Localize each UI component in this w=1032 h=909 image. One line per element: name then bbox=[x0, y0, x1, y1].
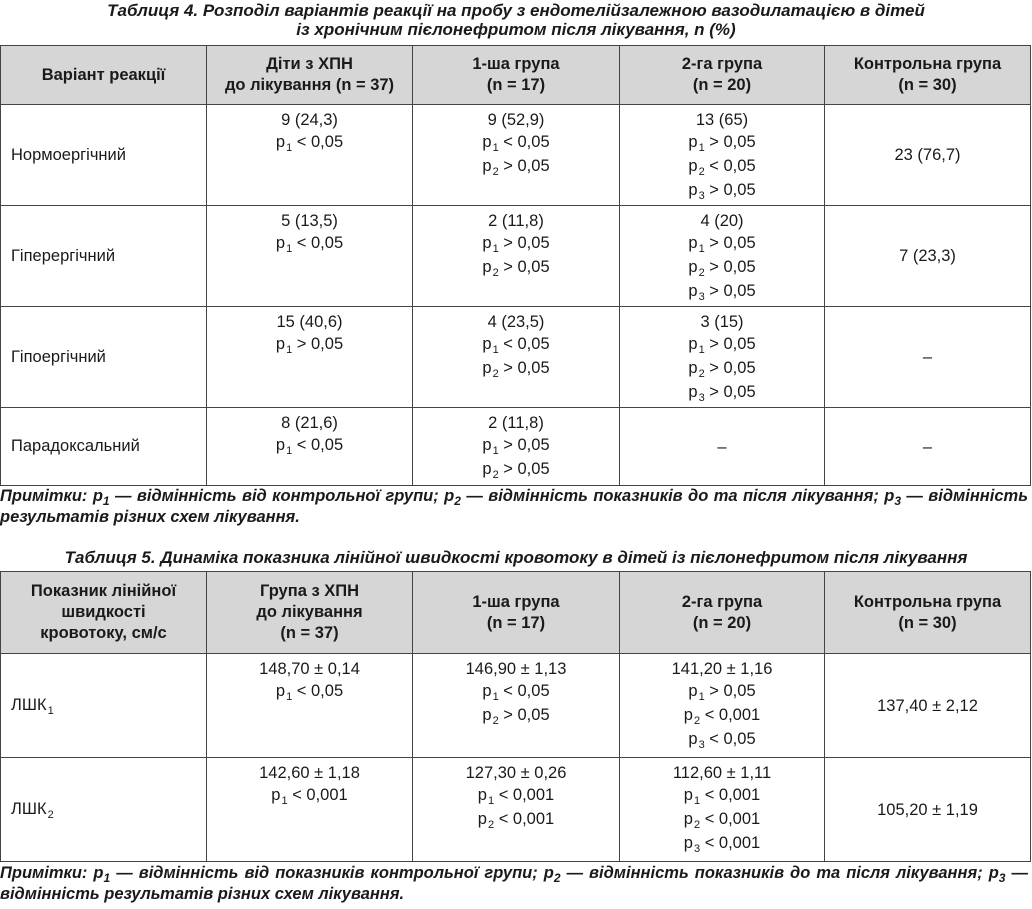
p-value-line: $p_1 < 0,001$ bbox=[477, 786, 555, 807]
p-value-line: $p_2 > 0,05$ bbox=[482, 258, 550, 279]
table4-caption-line1: Таблиця 4. Розподіл варіантів реакції на пробу з ендотелійзалежною вазодилатацією в дітей bbox=[107, 1, 925, 20]
p-comparison: < 0,05 bbox=[296, 133, 344, 151]
p-comparison: < 0,001 bbox=[704, 786, 761, 804]
row-label-text: Парадоксальний bbox=[11, 437, 140, 455]
header-line: 1-ша група bbox=[472, 592, 560, 611]
header-cell bbox=[1, 572, 207, 654]
p-value-line: $p_2 > 0,05$ bbox=[482, 359, 550, 380]
p-subscript: 3 bbox=[698, 190, 705, 202]
table4-caption bbox=[0, 1, 1032, 39]
table-row bbox=[1, 206, 1031, 307]
cell-content bbox=[923, 346, 932, 368]
p-subscript: 3 bbox=[698, 291, 705, 303]
header-cell bbox=[825, 572, 1031, 654]
p-value-line: $p_1 < 0,05$ bbox=[482, 682, 550, 703]
cell-value: 146,90 ± 1,13 bbox=[465, 660, 567, 678]
table4-caption-line2: із хронічним пієлонефритом після лікування, n (%) bbox=[296, 20, 736, 39]
p-comparison: > 0,05 bbox=[503, 157, 550, 175]
table4-header-row bbox=[1, 46, 1031, 105]
cell-value: 148,70 ± 0,14 bbox=[259, 660, 360, 678]
p-subscript: 1 bbox=[492, 691, 499, 703]
data-cell bbox=[207, 758, 413, 862]
p-comparison: < 0,001 bbox=[498, 810, 555, 828]
header-cell bbox=[207, 572, 413, 654]
p-value-line: $p_2 < 0,001$ bbox=[683, 810, 761, 831]
note-text: — відмінність результатів різних схем лікування. bbox=[0, 487, 1029, 526]
header-line: (n = 30) bbox=[898, 76, 957, 94]
row-label bbox=[1, 758, 207, 862]
p-value-line: $p_1 < 0,001$ bbox=[271, 786, 348, 807]
p-value-line: $p_1 > 0,05$ bbox=[688, 682, 756, 703]
p-value-line: $p_3 < 0,05$ bbox=[688, 730, 756, 751]
p-comparison: < 0,001 bbox=[704, 706, 761, 724]
header-line: 2-га група bbox=[681, 55, 763, 73]
header-line: (n = 20) bbox=[692, 76, 752, 94]
p-comparison: > 0,05 bbox=[709, 359, 756, 377]
data-cell bbox=[825, 654, 1031, 758]
p-value-line: $p_1 < 0,05$ bbox=[275, 234, 344, 255]
p-comparison: > 0,05 bbox=[709, 133, 756, 151]
header-line: 1-ша група bbox=[472, 55, 560, 73]
p-subscript: 1 bbox=[693, 795, 701, 807]
header-line: Контрольна група bbox=[853, 55, 1002, 73]
cell-content bbox=[877, 695, 978, 717]
note-text: — відмінність показників до та після лікування; p bbox=[460, 487, 895, 505]
row-label-text: Гіперергічний bbox=[11, 246, 116, 265]
row-label-subscript: 2 bbox=[47, 809, 54, 821]
data-cell bbox=[207, 307, 413, 408]
table-row bbox=[1, 105, 1031, 206]
cell-content bbox=[259, 758, 360, 808]
p-subscript: 2 bbox=[492, 166, 499, 178]
header-line: швидкості bbox=[61, 603, 146, 621]
row-label bbox=[1, 408, 207, 486]
p-subscript: 1 bbox=[286, 445, 293, 457]
row-label-text: Гіпоергічний bbox=[11, 347, 106, 366]
cell-content bbox=[276, 105, 343, 155]
p-comparison: > 0,05 bbox=[503, 706, 550, 724]
header-cell bbox=[825, 46, 1031, 105]
header-line: (n = 30) bbox=[898, 613, 957, 632]
data-cell bbox=[413, 758, 620, 862]
cell-value: 127,30 ± 0,26 bbox=[465, 764, 567, 782]
data-cell bbox=[620, 206, 825, 307]
header-line: Варіант реакції bbox=[41, 65, 166, 84]
data-cell bbox=[207, 105, 413, 206]
p-comparison: < 0,05 bbox=[503, 133, 550, 151]
p-subscript: 2 bbox=[698, 267, 705, 279]
p-value-line: $p_3 > 0,05$ bbox=[688, 383, 756, 404]
data-cell bbox=[825, 105, 1031, 206]
p-subscript: 1 bbox=[281, 795, 288, 807]
header-line: до лікування bbox=[256, 603, 363, 621]
row-label bbox=[1, 654, 207, 758]
cell-content bbox=[673, 758, 771, 856]
data-cell bbox=[413, 105, 620, 206]
cell-value: 112,60 ± 1,11 bbox=[672, 764, 772, 782]
header-line: Група з ХПН bbox=[259, 582, 360, 600]
cell-value: 13 (65) bbox=[695, 111, 749, 129]
p-subscript: 1 bbox=[698, 344, 705, 356]
data-cell bbox=[825, 408, 1031, 486]
cell-value: – bbox=[922, 437, 933, 456]
p-value-line: $p_1 < 0,05$ bbox=[275, 682, 344, 703]
table4-body bbox=[1, 105, 1031, 486]
p-subscript: 3 bbox=[698, 739, 705, 751]
cell-value: 15 (40,6) bbox=[276, 313, 343, 331]
cell-content bbox=[276, 408, 343, 458]
p-value-line: $p_3 > 0,05$ bbox=[688, 181, 756, 202]
p-subscript: 1 bbox=[492, 344, 499, 356]
p-subscript: 2 bbox=[698, 368, 705, 380]
p-comparison: < 0,001 bbox=[292, 786, 348, 804]
p-subscript: 1 bbox=[698, 243, 705, 255]
p-value-line: $p_1 > 0,05$ bbox=[482, 234, 550, 255]
p-subscript: 2 bbox=[698, 166, 705, 178]
table5 bbox=[0, 571, 1031, 862]
p-comparison: > 0,05 bbox=[709, 383, 756, 401]
p-value-line: $p_1 < 0,05$ bbox=[275, 133, 344, 154]
p-subscript: 1 bbox=[698, 142, 705, 154]
p-subscript: 3 bbox=[693, 843, 701, 855]
row-label-text: ЛШК bbox=[11, 696, 47, 714]
header-line: (n = 37) bbox=[280, 624, 339, 642]
cell-content bbox=[877, 799, 978, 821]
p-comparison: > 0,05 bbox=[709, 682, 756, 700]
cell-content bbox=[482, 408, 549, 482]
note-subscript: 2 bbox=[553, 871, 561, 885]
cell-content bbox=[276, 307, 343, 357]
cell-value: 9 (52,9) bbox=[487, 111, 545, 129]
data-cell bbox=[620, 408, 825, 486]
p-comparison: < 0,001 bbox=[704, 810, 761, 828]
p-value-line: $p_2 > 0,05$ bbox=[688, 359, 756, 380]
header-line: (n = 17) bbox=[486, 76, 546, 94]
p-value-line: $p_2 > 0,05$ bbox=[482, 157, 550, 178]
header-cell bbox=[620, 46, 825, 105]
row-label-text: Нормоергічний bbox=[11, 145, 126, 164]
p-subscript: 2 bbox=[492, 469, 499, 481]
p-subscript: 1 bbox=[286, 243, 293, 255]
p-comparison: > 0,05 bbox=[503, 460, 550, 478]
cell-value: 4 (20) bbox=[700, 212, 744, 230]
cell-content bbox=[899, 245, 956, 267]
data-cell bbox=[620, 105, 825, 206]
p-value-line: $p_1 < 0,05$ bbox=[482, 335, 550, 356]
cell-value: 142,60 ± 1,18 bbox=[259, 764, 360, 782]
note-text: Примітки: p bbox=[0, 864, 104, 882]
p-value-line: $p_2 > 0,05$ bbox=[482, 460, 550, 481]
header-cell bbox=[413, 46, 620, 105]
p-value-line: $p_3 < 0,001$ bbox=[683, 834, 761, 855]
header-cell bbox=[207, 46, 413, 105]
data-cell bbox=[825, 206, 1031, 307]
note-text: — відмінність від контрольної групи; p bbox=[109, 487, 455, 505]
data-cell bbox=[825, 758, 1031, 862]
cell-value: 8 (21,6) bbox=[281, 414, 338, 432]
data-cell bbox=[413, 408, 620, 486]
cell-value: 2 (11,8) bbox=[488, 212, 544, 230]
header-line: Показник лінійної bbox=[30, 582, 177, 600]
cell-content bbox=[894, 144, 960, 166]
data-cell bbox=[413, 307, 620, 408]
cell-content bbox=[482, 105, 549, 179]
data-cell bbox=[207, 206, 413, 307]
table4 bbox=[0, 45, 1031, 486]
p-comparison: < 0,001 bbox=[498, 786, 555, 804]
cell-content bbox=[466, 758, 567, 832]
cell-content bbox=[688, 105, 755, 203]
p-comparison: > 0,05 bbox=[296, 335, 344, 353]
cell-content bbox=[688, 206, 755, 304]
p-comparison: > 0,05 bbox=[709, 234, 756, 252]
data-cell bbox=[207, 408, 413, 486]
p-value-line: $p_1 < 0,001$ bbox=[683, 786, 761, 807]
p-value-line: $p_2 > 0,05$ bbox=[688, 258, 756, 279]
p-value-line: $p_1 > 0,05$ bbox=[688, 234, 756, 255]
row-label-text: ЛШК bbox=[11, 800, 47, 818]
p-value-line: $p_1 > 0,05$ bbox=[482, 436, 550, 457]
header-line: (n = 17) bbox=[486, 613, 546, 632]
p-value-line: $p_3 > 0,05$ bbox=[688, 282, 756, 303]
table5-header-row bbox=[1, 572, 1031, 654]
cell-content bbox=[276, 206, 343, 256]
p-comparison: < 0,05 bbox=[503, 335, 550, 353]
table-row bbox=[1, 307, 1031, 408]
p-subscript: 1 bbox=[487, 795, 495, 807]
p-subscript: 2 bbox=[693, 715, 701, 727]
p-subscript: 2 bbox=[492, 368, 499, 380]
p-subscript: 1 bbox=[286, 142, 293, 154]
cell-value: – bbox=[717, 437, 727, 456]
p-subscript: 1 bbox=[698, 691, 705, 703]
p-comparison: < 0,001 bbox=[704, 834, 761, 852]
table-row bbox=[1, 408, 1031, 486]
p-subscript: 2 bbox=[487, 819, 495, 831]
p-value-line: $p_2 < 0,05$ bbox=[688, 157, 756, 178]
cell-value: 105,20 ± 1,19 bbox=[877, 800, 978, 819]
cell-content bbox=[259, 654, 360, 704]
header-line: кровотоку, см/с bbox=[40, 624, 167, 642]
cell-content bbox=[923, 436, 932, 458]
p-comparison: > 0,05 bbox=[503, 359, 550, 377]
cell-value: 3 (15) bbox=[700, 313, 744, 331]
note-text: — відмінність від показників контрольної групи; p bbox=[110, 864, 554, 882]
header-line: (n = 20) bbox=[692, 613, 752, 632]
note-subscript: 1 bbox=[102, 494, 110, 508]
row-label bbox=[1, 105, 207, 206]
p-comparison: > 0,05 bbox=[709, 181, 756, 199]
table-row bbox=[1, 758, 1031, 862]
table4-note bbox=[0, 486, 1028, 527]
data-cell bbox=[207, 654, 413, 758]
cell-value: 2 (11,8) bbox=[488, 414, 544, 432]
p-subscript: 3 bbox=[698, 392, 705, 404]
table5-note bbox=[0, 863, 1028, 904]
row-label bbox=[1, 307, 207, 408]
header-cell bbox=[620, 572, 825, 654]
data-cell bbox=[620, 307, 825, 408]
p-value-line: $p_1 > 0,05$ bbox=[275, 335, 344, 356]
header-cell bbox=[1, 46, 207, 105]
table5-caption: Таблиця 5. Динаміка показника лінійної швидкості кровотоку в дітей із пієлонефритом після лікування bbox=[64, 548, 968, 567]
note-text: — відмінність показників до та після лікування; p bbox=[560, 864, 999, 882]
note-subscript: 1 bbox=[103, 871, 111, 885]
cell-value: 9 (24,3) bbox=[281, 111, 338, 129]
p-comparison: < 0,05 bbox=[296, 682, 344, 700]
note-subscript: 3 bbox=[998, 871, 1006, 885]
p-value-line: $p_1 < 0,05$ bbox=[482, 133, 550, 154]
cell-value: – bbox=[922, 348, 933, 366]
p-subscript: 1 bbox=[286, 691, 293, 703]
cell-content bbox=[672, 654, 773, 752]
p-subscript: 2 bbox=[492, 267, 499, 279]
p-subscript: 2 bbox=[693, 819, 701, 831]
note-subscript: 2 bbox=[454, 494, 461, 508]
p-comparison: > 0,05 bbox=[709, 258, 756, 276]
data-cell bbox=[413, 206, 620, 307]
note-text: Примітки: p bbox=[0, 487, 103, 505]
data-cell bbox=[413, 654, 620, 758]
p-value-line: $p_1 < 0,05$ bbox=[275, 436, 344, 457]
cell-value: 5 (13,5) bbox=[281, 212, 338, 230]
p-subscript: 2 bbox=[492, 715, 499, 727]
p-comparison: < 0,05 bbox=[709, 730, 756, 748]
p-subscript: 1 bbox=[492, 243, 499, 255]
p-value-line: $p_1 > 0,05$ bbox=[688, 335, 756, 356]
p-comparison: > 0,05 bbox=[503, 436, 550, 454]
cell-content bbox=[717, 436, 726, 458]
p-comparison: < 0,05 bbox=[709, 157, 756, 175]
table-row bbox=[1, 654, 1031, 758]
p-comparison: < 0,05 bbox=[296, 234, 344, 252]
row-label-subscript: 1 bbox=[47, 705, 54, 717]
p-comparison: > 0,05 bbox=[503, 258, 550, 276]
cell-value: 141,20 ± 1,16 bbox=[671, 660, 773, 678]
header-line: 2-га група bbox=[681, 592, 763, 611]
cell-value: 4 (23,5) bbox=[487, 313, 545, 331]
p-comparison: < 0,05 bbox=[503, 682, 550, 700]
p-subscript: 1 bbox=[492, 142, 499, 154]
cell-content bbox=[482, 307, 549, 381]
p-comparison: > 0,05 bbox=[503, 234, 550, 252]
p-comparison: < 0,05 bbox=[296, 436, 344, 454]
note-text: — відмінність результатів різних схем лікування. bbox=[0, 864, 1028, 903]
cell-value: 23 (76,7) bbox=[894, 146, 961, 164]
header-line: до лікування (n = 37) bbox=[224, 76, 395, 94]
cell-content bbox=[688, 307, 755, 405]
p-comparison: > 0,05 bbox=[709, 282, 756, 300]
cell-content bbox=[466, 654, 567, 728]
p-value-line: $p_2 > 0,05$ bbox=[482, 706, 550, 727]
header-cell bbox=[413, 572, 620, 654]
data-cell bbox=[620, 654, 825, 758]
cell-value: 137,40 ± 2,12 bbox=[877, 696, 978, 715]
cell-value: 7 (23,3) bbox=[899, 247, 956, 265]
p-value-line: $p_2 < 0,001$ bbox=[683, 706, 761, 727]
data-cell bbox=[825, 307, 1031, 408]
row-label bbox=[1, 206, 207, 307]
table5-body bbox=[1, 654, 1031, 862]
p-subscript: 1 bbox=[286, 344, 293, 356]
header-line: Контрольна група bbox=[853, 592, 1002, 611]
p-comparison: > 0,05 bbox=[709, 335, 756, 353]
cell-content bbox=[482, 206, 549, 280]
header-line: Діти з ХПН bbox=[266, 55, 353, 73]
p-value-line: $p_2 < 0,001$ bbox=[477, 810, 555, 831]
data-cell bbox=[620, 758, 825, 862]
p-value-line: $p_1 > 0,05$ bbox=[688, 133, 756, 154]
note-subscript: 3 bbox=[894, 494, 901, 508]
p-subscript: 1 bbox=[492, 445, 499, 457]
